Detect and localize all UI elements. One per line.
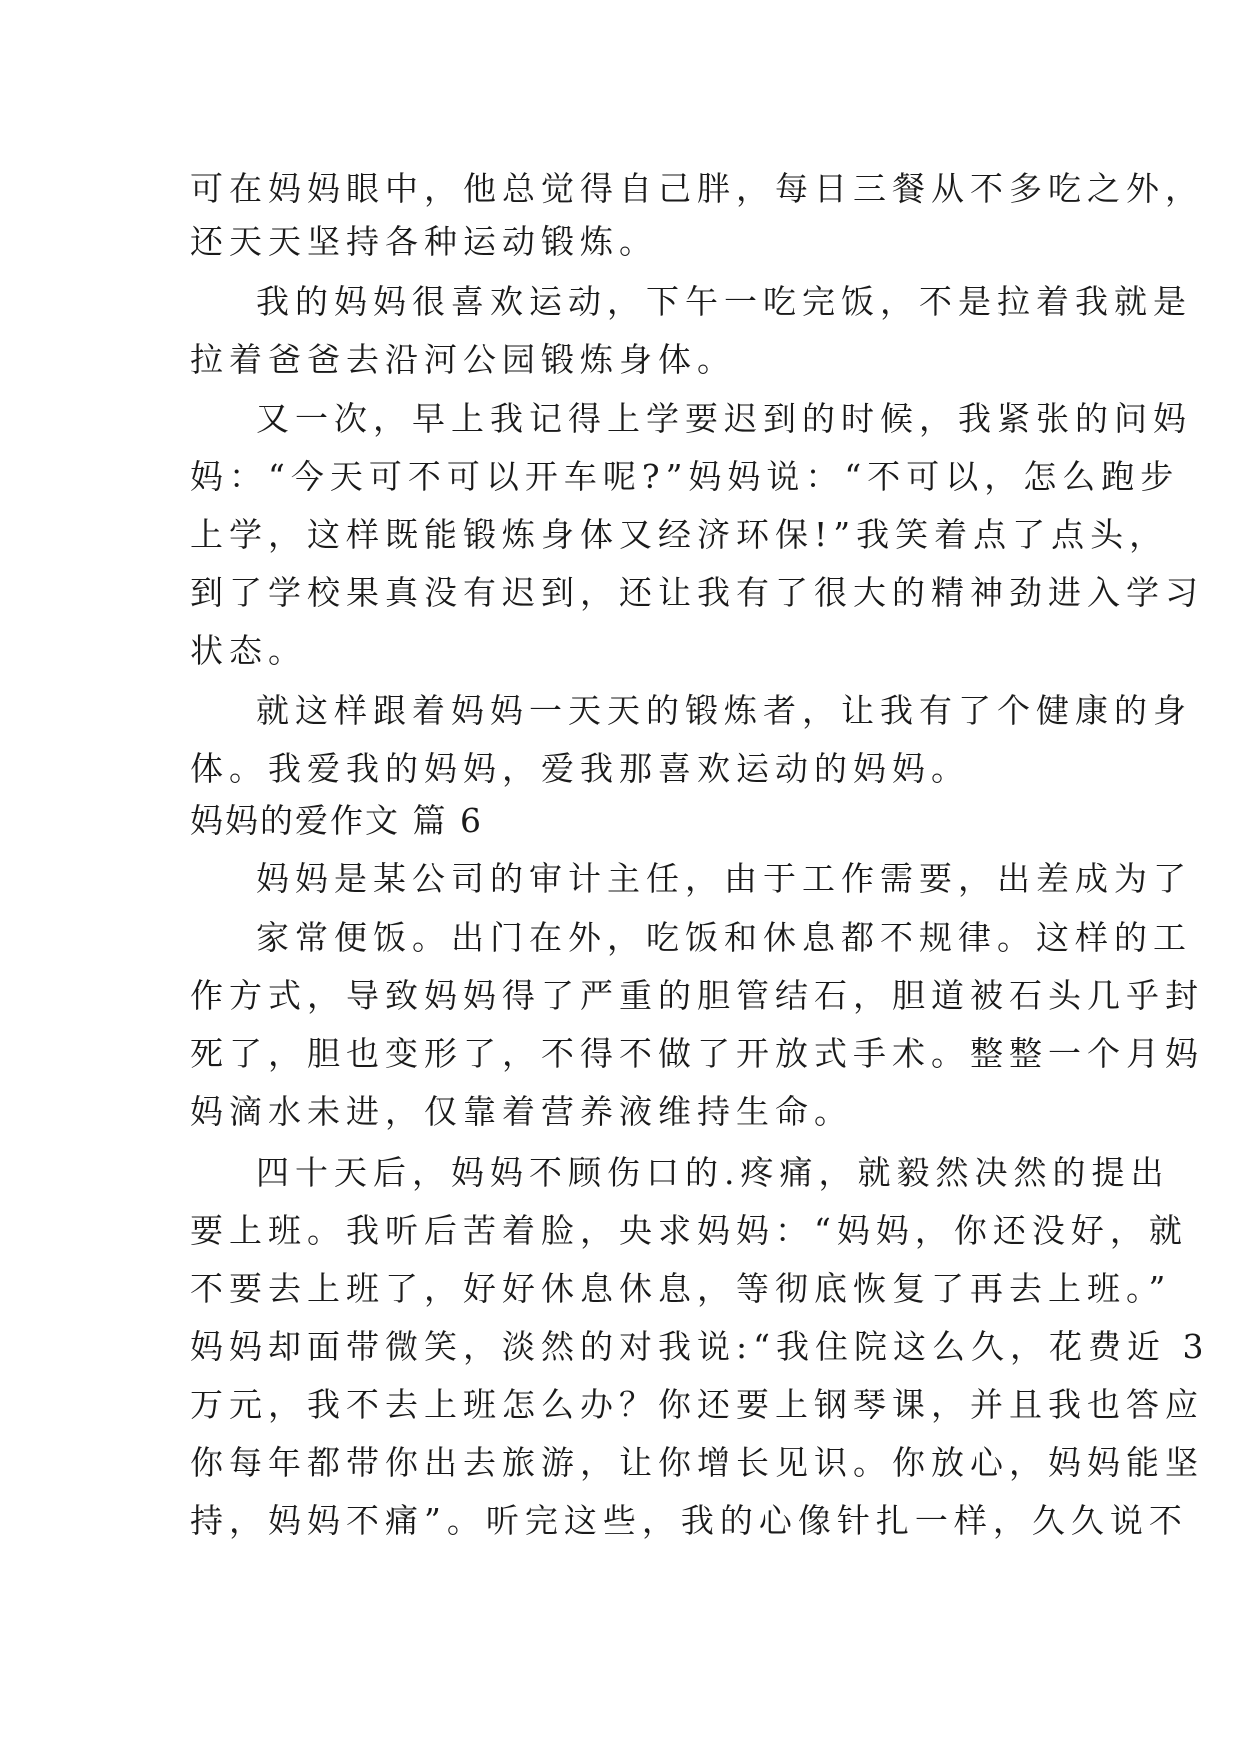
text-line: 又一次，早上我记得上学要迟到的时候，我紧张的问妈: [256, 399, 1192, 438]
text-line: 持，妈妈不痛”。听完这些，我的心像针扎一样，久久说不: [190, 1501, 1188, 1540]
text-line: 你每年都带你出去旅游，让你增长见识。你放心，妈妈能坚: [190, 1443, 1204, 1482]
section-heading: 妈妈的爱作文 篇 6: [190, 801, 483, 840]
text-line: 作方式，导致妈妈得了严重的胆管结石，胆道被石头几乎封: [190, 976, 1204, 1015]
text-line: 要上班。我听后苦着脸，央求妈妈：“妈妈，你还没好，就: [190, 1211, 1188, 1250]
text-line: 可在妈妈眼中，他总觉得自己胖，每日三餐从不多吃之外，: [190, 169, 1204, 208]
text-line: 不要去上班了，好好休息休息，等彻底恢复了再去上班。”: [190, 1269, 1172, 1308]
text-line: 体。我爱我的妈妈，爱我那喜欢运动的妈妈。: [190, 749, 970, 788]
text-line: 妈妈是某公司的审计主任，由于工作需要，出差成为了: [256, 859, 1192, 898]
text-line: 还天天坚持各种运动锻炼。: [190, 222, 658, 261]
text-line: 我的妈妈很喜欢运动，下午一吃完饭，不是拉着我就是: [256, 282, 1192, 321]
text-line: 就这样跟着妈妈一天天的锻炼者，让我有了个健康的身: [256, 691, 1192, 730]
text-line: 死了，胆也变形了，不得不做了开放式手术。整整一个月妈: [190, 1034, 1204, 1073]
text-line: 妈妈却面带微笑，淡然的对我说:“我住院这么久，花费近 3: [190, 1327, 1210, 1366]
text-line: 到了学校果真没有迟到，还让我有了很大的精神劲进入学习: [190, 573, 1204, 612]
text-line: 状态。: [190, 631, 307, 670]
text-line: 妈：“今天可不可以开车呢?”妈妈说：“不可以，怎么跑步: [190, 457, 1180, 496]
text-line: 家常便饭。出门在外，吃饭和休息都不规律。这样的工: [256, 918, 1192, 957]
text-line: 拉着爸爸去沿河公园锻炼身体。: [190, 340, 736, 379]
text-line: 上学，这样既能锻炼身体又经济环保!”我笑着点了点头，: [190, 515, 1169, 554]
text-line: 万元，我不去上班怎么办？你还要上钢琴课，并且我也答应: [190, 1385, 1204, 1424]
text-line: 四十天后，妈妈不顾伤口的.疼痛，就毅然决然的提出: [256, 1153, 1170, 1192]
text-line: 妈滴水未进，仅靠着营养液维持生命。: [190, 1092, 853, 1131]
